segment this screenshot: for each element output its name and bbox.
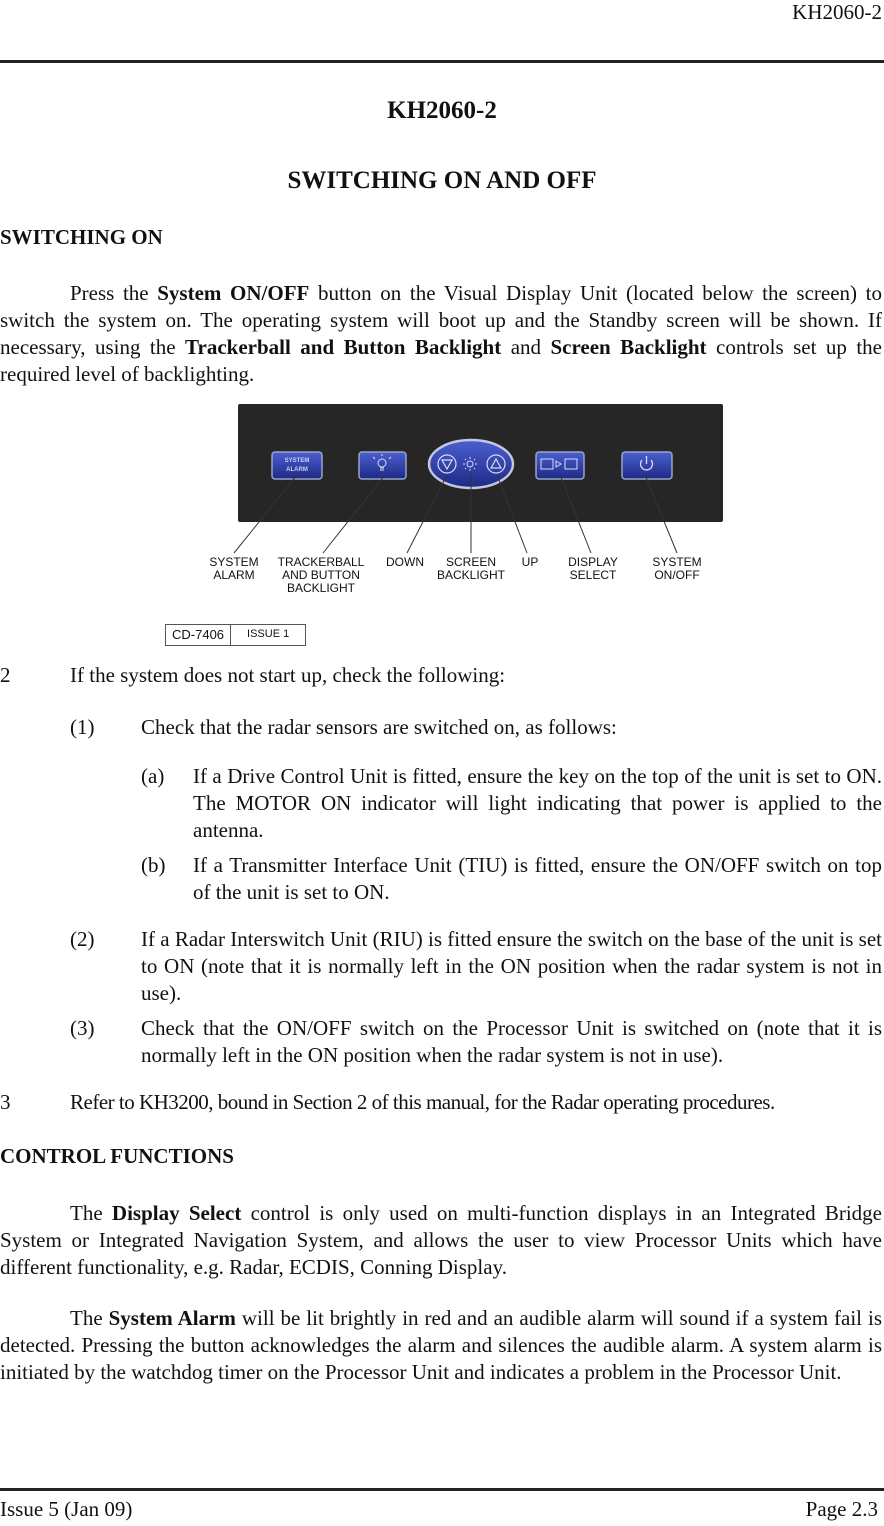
figure-issue: ISSUE 1 — [247, 628, 290, 640]
paragraph-1-text-2: button on the Visual Display Unit (located below the screen) to switch the system on. The operating system will boot up and the Standby screen will be shown. If necessary, using the — [0, 281, 883, 359]
paragraph-1-bold-system-onoff: System ON/OFF — [157, 281, 310, 305]
paragraph-3-number: 3 — [0, 1090, 11, 1114]
label-trackerball-2: AND BUTTON — [282, 568, 360, 582]
label-display-select-1: DISPLAY — [568, 555, 618, 569]
subparagraph-b-text: If a Transmitter Interface Unit (TIU) is fitted, ensure the ON/OFF switch on top of the unit is set to ON. — [193, 853, 882, 904]
label-screen-backlight-1: SCREEN — [445, 555, 496, 569]
paragraph-4-text-2: control is only used on multi-function displays in an Integrated Bridge System or Integrated Navigation System, and allows the user to view Processor Units which have different functionality, e.g. Radar, ECDIS, Conning Display. — [0, 1201, 882, 1279]
figure-reference-box — [165, 624, 306, 646]
label-system-alarm-2: ALARM — [213, 568, 255, 582]
paragraph-1-bold-trackerball: Trackerball and Button Backlight — [185, 335, 502, 359]
subparagraph-a-text: If a Drive Control Unit is fitted, ensure the key on the top of the unit is set to ON. The MOTOR ON indicator will light indicating that power is applied to the antenna. — [193, 764, 882, 842]
label-up-1: UP — [521, 555, 539, 569]
leader-lines — [0, 0, 884, 620]
paragraph-4-bold-display-select: Display Select — [111, 1201, 242, 1225]
paragraph-2-number: 2 — [0, 663, 11, 687]
label-system-alarm-1: SYSTEM — [209, 555, 259, 569]
figure-ref-number: CD-7406 — [166, 625, 231, 645]
label-trackerball-3: BACKLIGHT — [286, 581, 355, 595]
header-doc-code: KH2060-2 — [792, 0, 882, 24]
subparagraph-a-number: (a) — [141, 764, 165, 788]
subparagraph-3-text: Check that the ON/OFF switch on the Processor Unit is switched on (note that it is normally left in the ON position when the radar system is not in use). — [141, 1016, 882, 1067]
label-down — [380, 556, 430, 569]
paragraph-5 — [0, 1305, 882, 1386]
paragraph-1-text-3: and — [501, 335, 551, 359]
paragraph-1-text: Press the — [70, 281, 158, 305]
paragraph-5-bold-system-alarm: System Alarm — [108, 1306, 236, 1330]
subparagraph-2-number: (2) — [70, 927, 95, 951]
label-up — [514, 556, 546, 569]
paragraph-3-text: Refer to KH3200, bound in Section 2 of this manual, for the Radar operating procedures. — [70, 1090, 775, 1114]
paragraph-1-bold-screen-backlight: Screen Backlight — [550, 335, 707, 359]
paragraph-5-text-2: will be lit brightly in red and an audible alarm will sound if a system fail is detected. Pressing the button acknowledges the alarm and silences the audible alarm. A system alarm is initiated by the watchdog timer on the Processor Unit and indicates a problem in the Processor Unit. — [0, 1306, 882, 1384]
subparagraph-3-number: (3) — [70, 1016, 95, 1040]
document-title: KH2060-2 — [387, 97, 497, 124]
paragraph-1-text-4: controls set up the required level of backlighting. — [0, 335, 883, 386]
paragraph-4-text: The — [70, 1201, 112, 1225]
label-display-select — [558, 556, 628, 582]
label-down-1: DOWN — [386, 555, 424, 569]
section-heading-switching-on: SWITCHING ON — [0, 225, 163, 249]
system-alarm-button-line2: ALARM — [286, 467, 308, 473]
label-system-onoff-1: SYSTEM — [652, 555, 702, 569]
label-display-select-2: SELECT — [569, 568, 617, 582]
system-alarm-button-line1: SYSTEM — [284, 458, 310, 464]
label-trackerball-backlight — [270, 556, 372, 595]
section-heading-control-functions: CONTROL FUNCTIONS — [0, 1144, 234, 1168]
label-system-onoff — [642, 556, 712, 582]
label-trackerball-1: TRACKERBALL — [277, 555, 365, 569]
paragraph-4 — [0, 1200, 882, 1281]
label-system-alarm — [200, 556, 268, 582]
subparagraph-1-number: (1) — [70, 715, 95, 739]
paragraph-5-text: The — [70, 1306, 109, 1330]
subparagraph-b-number: (b) — [141, 853, 166, 877]
footer-rule — [0, 1488, 884, 1491]
subparagraph-2-text: If a Radar Interswitch Unit (RIU) is fitted ensure the switch on the base of the unit is set to ON (note that it is normally left in the ON position when the radar system is not in use). — [141, 927, 882, 1005]
label-screen-backlight — [432, 556, 510, 582]
document-subtitle: SWITCHING ON AND OFF — [287, 167, 597, 194]
paragraph-2-text: If the system does not start up, check the following: — [70, 663, 506, 687]
label-screen-backlight-2: BACKLIGHT — [436, 568, 505, 582]
footer-page-number: Page 2.3 — [805, 1497, 878, 1521]
subparagraph-1-text: Check that the radar sensors are switched on, as follows: — [141, 715, 617, 739]
label-system-onoff-2: ON/OFF — [654, 568, 700, 582]
footer-issue: Issue 5 (Jan 09) — [0, 1497, 133, 1521]
